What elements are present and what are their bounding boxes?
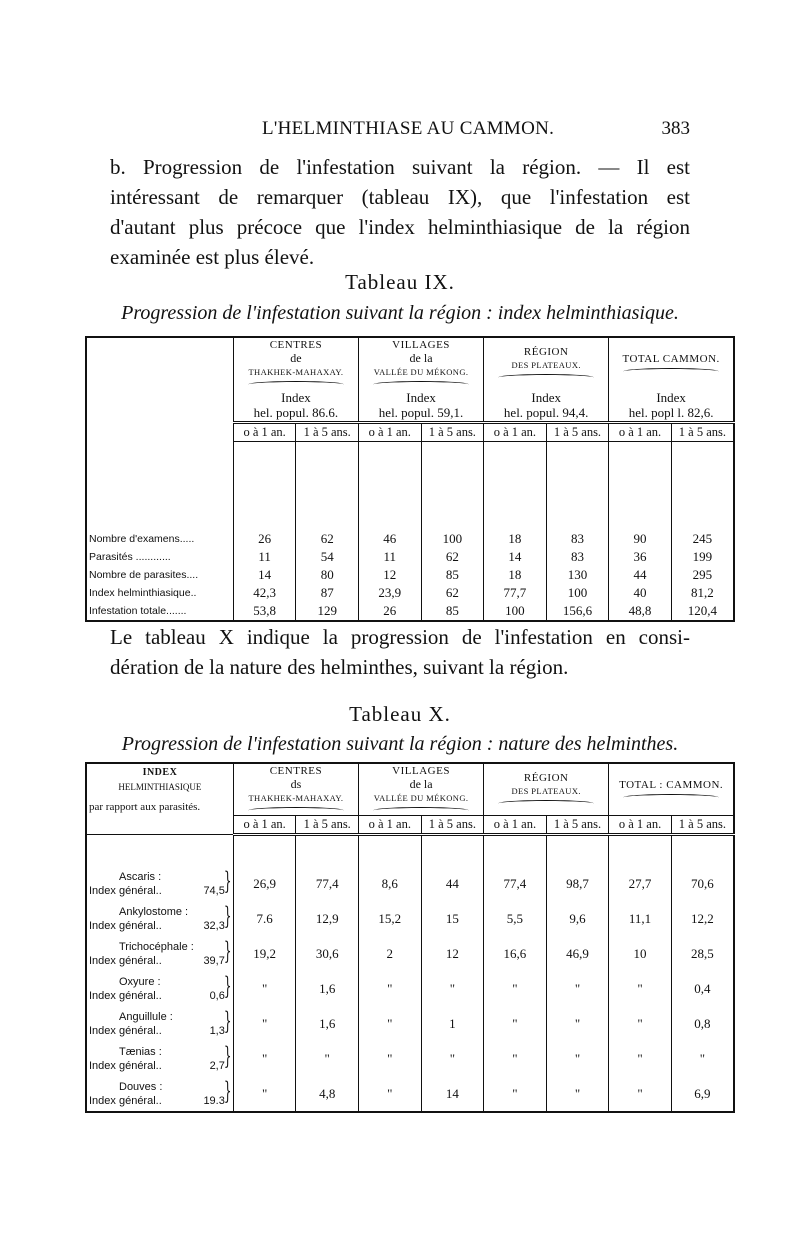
index-cell: Index hel. popul. 86.6. bbox=[233, 389, 358, 423]
table-row: Nombre de parasites.... 14 80 12 85 18 130 44 295 bbox=[86, 566, 734, 584]
age-header: 1 à 5 ans. bbox=[546, 423, 609, 442]
age-header: 1 à 5 ans. bbox=[296, 816, 359, 835]
age-header: 1 à 5 ans. bbox=[421, 423, 484, 442]
age-header: 1 à 5 ans. bbox=[671, 816, 734, 835]
running-title: L'HELMINTHIASE AU CAMMON. bbox=[262, 118, 555, 139]
age-header: o à 1 an. bbox=[233, 816, 296, 835]
table-row: Tænias : Index général.. 2,7 } " " " " " " " " bbox=[86, 1041, 734, 1076]
paragraph-line: intéressant de remarquer (tableau IX), que l'infestation est bbox=[110, 185, 690, 209]
age-header: 1 à 5 ans. bbox=[296, 423, 359, 442]
age-header: o à 1 an. bbox=[609, 423, 672, 442]
age-header: o à 1 an. bbox=[484, 816, 547, 835]
paragraph-table-x-intro bbox=[110, 622, 690, 682]
table-row: Infestation totale....... 53,8 129 26 85 100 156,6 48,8 120,4 bbox=[86, 602, 734, 621]
table-x bbox=[85, 762, 735, 1113]
table-ix-caption: Progression de l'infestation suivant la région : index helminthiasique. bbox=[121, 302, 679, 324]
table-row: Ankylostome : Index général.. 32,3 } 7.6 12,9 15,2 15 5,5 9,6 11,1 12,2 bbox=[86, 901, 734, 936]
group-header: TOTAL CAMMON. bbox=[609, 337, 734, 389]
group-header: CENTRES de THAKHEK-MAHAXAY. bbox=[233, 337, 358, 389]
page-header bbox=[110, 118, 690, 146]
group-header: VILLAGES de la VALLÉE DU MÉKONG. bbox=[359, 763, 484, 816]
age-header: o à 1 an. bbox=[233, 423, 296, 442]
table-ix-corner bbox=[86, 337, 233, 442]
index-cell: Index hel. popul. 59,1. bbox=[358, 389, 483, 423]
age-header: o à 1 an. bbox=[484, 423, 547, 442]
table-ix-title: Tableau IX. bbox=[345, 270, 455, 294]
index-cell: Index hel. popl l. 82,6. bbox=[609, 389, 734, 423]
paragraph-line: examinée est plus élevé. bbox=[110, 245, 315, 269]
age-header: o à 1 an. bbox=[609, 816, 672, 835]
age-header: 1 à 5 ans. bbox=[671, 423, 734, 442]
paragraph-line: d'autant plus précoce que l'index helminthiasique de la région bbox=[110, 215, 690, 239]
group-header: VILLAGES de la VALLÉE DU MÉKONG. bbox=[358, 337, 483, 389]
age-header: 1 à 5 ans. bbox=[546, 816, 609, 835]
table-row: Parasités ............ 11 54 11 62 14 83 36 199 bbox=[86, 548, 734, 566]
table-row: Nombre d'examens..... 26 62 46 100 18 83 90 245 bbox=[86, 530, 734, 548]
paragraph-intro bbox=[110, 152, 690, 272]
table-row: Oxyure : Index général.. 0,6 } " 1,6 " " " " " 0,4 bbox=[86, 971, 734, 1006]
table-ix bbox=[85, 336, 735, 622]
age-header: 1 à 5 ans. bbox=[421, 816, 484, 835]
table-row: Douves : Index général.. 19.3 } " 4,8 " 14 " " " 6,9 bbox=[86, 1076, 734, 1112]
group-header: CENTRES ds THAKHEK-MAHAXAY. bbox=[233, 763, 358, 816]
paragraph-line: b. Progression de l'infestation suivant la région. — Il est bbox=[110, 155, 690, 179]
table-x-title: Tableau X. bbox=[349, 702, 451, 726]
table-row: Anguillule : Index général.. 1,3 } " 1,6 " 1 " " " 0,8 bbox=[86, 1006, 734, 1041]
index-cell: Index hel. popul. 94,4. bbox=[484, 389, 609, 423]
age-header: o à 1 an. bbox=[359, 816, 422, 835]
group-header: RÉGION DES PLATEAUX. bbox=[484, 763, 609, 816]
group-header: RÉGION DES PLATEAUX. bbox=[484, 337, 609, 389]
age-header: o à 1 an. bbox=[358, 423, 421, 442]
index-helminthiasique-header: INDEX HELMINTHIASIQUE par rapport aux parasités. bbox=[86, 763, 233, 835]
paragraph-line: dération de la nature des helminthes, suivant la région. bbox=[110, 655, 569, 679]
table-row: Trichocéphale : Index général.. 39,7 } 19,2 30,6 2 12 16,6 46,9 10 28,5 bbox=[86, 936, 734, 971]
group-header: TOTAL : CAMMON. bbox=[609, 763, 734, 816]
table-x-caption: Progression de l'infestation suivant la région : nature des helminthes. bbox=[121, 733, 679, 755]
table-row: Ascaris : Index général.. 74,5 } 26,9 77,4 8,6 44 77,4 98,7 27,7 70,6 bbox=[86, 866, 734, 901]
page-number: 383 bbox=[661, 118, 690, 139]
table-row: Index helminthiasique.. 42,3 87 23,9 62 77,7 100 40 81,2 bbox=[86, 584, 734, 602]
paragraph-line: Le tableau X indique la progression de l'infestation en consi- bbox=[110, 625, 690, 649]
